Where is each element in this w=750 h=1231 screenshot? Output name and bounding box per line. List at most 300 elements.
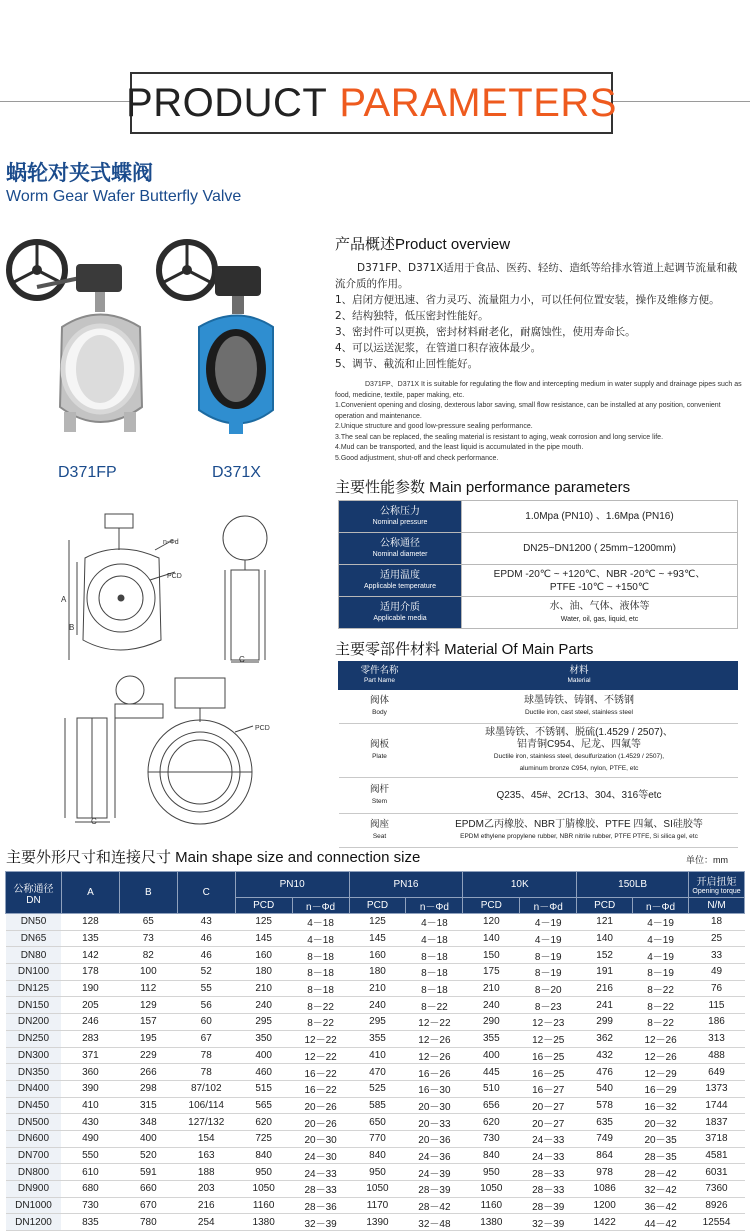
col-part-name: 零件名称 Part Name <box>339 662 421 690</box>
size-cell: 73 <box>119 930 177 947</box>
size-cell: 44－42 <box>633 1214 689 1231</box>
size-cell: 20－27 <box>520 1097 577 1114</box>
size-cell: 1170 <box>349 1197 406 1214</box>
col-group-150lb: 150LB <box>577 872 689 898</box>
size-cell: 565 <box>235 1097 292 1114</box>
table-header-row <box>339 662 738 690</box>
size-cell: 28－42 <box>406 1197 463 1214</box>
size-cell: 12－26 <box>406 1030 463 1047</box>
table-row <box>6 1097 745 1114</box>
col-dn: 公称通径 DN <box>6 872 62 914</box>
parts-heading: 主要零部件材料 Material Of Main Parts <box>335 641 594 658</box>
size-cell: 112 <box>119 980 177 997</box>
valve-photo-d371fp <box>0 232 150 462</box>
size-cell: 410 <box>61 1097 119 1114</box>
size-cell: 400 <box>235 1047 292 1064</box>
size-cell: 1050 <box>463 1181 520 1198</box>
size-cell: 4－19 <box>520 930 577 947</box>
size-cell: 1050 <box>349 1181 406 1198</box>
size-cell: 4－18 <box>292 930 349 947</box>
size-cell: 445 <box>463 1064 520 1081</box>
size-cell: 978 <box>577 1164 633 1181</box>
size-cell: 140 <box>463 930 520 947</box>
size-cell: 266 <box>119 1064 177 1081</box>
size-cell: 16－22 <box>292 1064 349 1081</box>
size-cell: 8－19 <box>520 964 577 981</box>
size-cell: 290 <box>463 1014 520 1031</box>
size-cell: 283 <box>61 1030 119 1047</box>
size-cell: 240 <box>349 997 406 1014</box>
size-cell-dn: DN300 <box>6 1047 62 1064</box>
table-row <box>339 814 738 848</box>
table-row <box>6 1181 745 1198</box>
performance-heading: 主要性能参数 Main performance parameters <box>335 479 631 496</box>
size-cell: 135 <box>61 930 119 947</box>
table-row <box>339 597 738 629</box>
size-cell: 488 <box>689 1047 745 1064</box>
size-cell: 430 <box>61 1114 119 1131</box>
size-cell: 1373 <box>689 1080 745 1097</box>
size-cell: 8－18 <box>406 980 463 997</box>
size-cell: 1380 <box>235 1214 292 1231</box>
overview-cn-intro: D371FP、D371X适用于食品、医药、轻纺、造纸等给排水管道上起调节流量和截流介质的作用。 <box>335 262 738 290</box>
perf-value: DN25~DN1200 ( 25mm~1200mm) <box>462 533 738 565</box>
dim-label-b: B <box>69 623 75 632</box>
size-table-body <box>6 914 745 1231</box>
size-cell: 950 <box>463 1164 520 1181</box>
size-cell-dn: DN700 <box>6 1147 62 1164</box>
size-cell: 660 <box>119 1181 177 1198</box>
dim-label-pcd: PCD <box>167 573 182 580</box>
size-cell: 620 <box>235 1114 292 1131</box>
size-cell: 20－36 <box>406 1130 463 1147</box>
table-row <box>6 1147 745 1164</box>
size-cell: 157 <box>119 1014 177 1031</box>
size-cell: 355 <box>349 1030 406 1047</box>
overview-cn-point: 1、启闭方便迅速、省力灵巧、流量阻力小，可以任何位置安装，操作及维修方便。 <box>335 294 720 306</box>
size-cell: 313 <box>689 1030 745 1047</box>
size-cell: 12－22 <box>292 1030 349 1047</box>
size-cell: 33 <box>689 947 745 964</box>
part-name: 阀体 Body <box>339 690 421 724</box>
col-nd: n－Φd <box>520 898 577 914</box>
size-cell: 490 <box>61 1130 119 1147</box>
size-cell: 12－25 <box>520 1030 577 1047</box>
size-cell: 175 <box>463 964 520 981</box>
size-cell: 390 <box>61 1080 119 1097</box>
table-row <box>6 1214 745 1231</box>
size-cell: 16－32 <box>633 1097 689 1114</box>
size-cell: 67 <box>177 1030 235 1047</box>
size-cell: 730 <box>463 1130 520 1147</box>
size-cell: 216 <box>177 1197 235 1214</box>
table-row <box>339 501 738 533</box>
size-cell-dn: DN400 <box>6 1080 62 1097</box>
size-cell: 154 <box>177 1130 235 1147</box>
table-row <box>6 1080 745 1097</box>
size-cell: 87/102 <box>177 1080 235 1097</box>
size-cell: 4－18 <box>406 930 463 947</box>
size-cell: 142 <box>61 947 119 964</box>
size-cell: 299 <box>577 1014 633 1031</box>
size-cell: 46 <box>177 930 235 947</box>
overview-en-point: 4.Mud can be transported, and the least liquid is accumulated in the pipe mouth. <box>335 444 584 451</box>
size-cell-dn: DN125 <box>6 980 62 997</box>
table-row <box>6 1014 745 1031</box>
model-label-d371fp: D371FP <box>58 464 117 481</box>
size-cell: 78 <box>177 1064 235 1081</box>
table-row <box>6 980 745 997</box>
size-cell: 635 <box>577 1114 633 1131</box>
table-row <box>6 1047 745 1064</box>
dim-label-nd: n-Φd <box>163 539 179 546</box>
size-cell: 180 <box>235 964 292 981</box>
size-cell: 315 <box>119 1097 177 1114</box>
table-row <box>6 964 745 981</box>
size-cell: 8－22 <box>633 1014 689 1031</box>
size-cell-dn: DN350 <box>6 1064 62 1081</box>
size-cell: 8－22 <box>406 997 463 1014</box>
size-cell: 16－25 <box>520 1047 577 1064</box>
overview-cn-point: 4、可以运送泥浆，在管道口积存液体最少。 <box>335 342 542 354</box>
size-cell: 229 <box>119 1047 177 1064</box>
size-cell: 140 <box>577 930 633 947</box>
size-cell: 840 <box>349 1147 406 1164</box>
size-cell: 205 <box>61 997 119 1014</box>
size-cell: 152 <box>577 947 633 964</box>
size-cell-dn: DN100 <box>6 964 62 981</box>
title-word-parameters: PARAMETERS <box>339 80 617 125</box>
size-cell: 20－30 <box>292 1130 349 1147</box>
size-cell: 8－20 <box>520 980 577 997</box>
size-cell: 16－27 <box>520 1080 577 1097</box>
size-cell: 125 <box>349 914 406 931</box>
size-cell-dn: DN250 <box>6 1030 62 1047</box>
unit-label: 单位：mm <box>686 855 728 865</box>
size-cell: 20－27 <box>520 1114 577 1131</box>
size-cell: 410 <box>349 1047 406 1064</box>
size-cell: 591 <box>119 1164 177 1181</box>
size-cell: 1200 <box>577 1197 633 1214</box>
col-nd: n－Φd <box>633 898 689 914</box>
size-cell: 127/132 <box>177 1114 235 1131</box>
product-title-en: Worm Gear Wafer Butterfly Valve <box>6 188 242 205</box>
size-cell: 16－25 <box>520 1064 577 1081</box>
size-cell: 24－36 <box>406 1147 463 1164</box>
size-cell: 24－33 <box>292 1164 349 1181</box>
part-name: 阀杆 Stem <box>339 778 421 814</box>
size-cell: 8－22 <box>633 997 689 1014</box>
size-cell: 210 <box>235 980 292 997</box>
col-pcd: PCD <box>577 898 633 914</box>
size-cell: 725 <box>235 1130 292 1147</box>
model-label-d371x: D371X <box>212 464 261 481</box>
size-cell: 8－19 <box>633 964 689 981</box>
dimension-drawing-top <box>55 510 325 670</box>
page-title <box>126 72 617 134</box>
size-cell: 295 <box>235 1014 292 1031</box>
size-cell: 1390 <box>349 1214 406 1231</box>
size-cell: 4－19 <box>633 930 689 947</box>
size-cell: 16－22 <box>292 1080 349 1097</box>
size-cell: 6031 <box>689 1164 745 1181</box>
size-cell: 43 <box>177 914 235 931</box>
dim-label-c: C <box>239 655 245 664</box>
size-cell: 360 <box>61 1064 119 1081</box>
size-cell: 3718 <box>689 1130 745 1147</box>
size-cell: 129 <box>119 997 177 1014</box>
col-b: B <box>119 872 177 914</box>
parts-table <box>338 661 738 848</box>
col-nd: n－Φd <box>292 898 349 914</box>
size-cell: 4－18 <box>406 914 463 931</box>
dim-label-a: A <box>61 595 67 604</box>
size-cell: 24－33 <box>520 1130 577 1147</box>
dim-label-c2: C <box>91 817 97 826</box>
size-cell: 203 <box>177 1181 235 1198</box>
size-cell: 12－26 <box>633 1047 689 1064</box>
size-cell: 515 <box>235 1080 292 1097</box>
part-material: 球墨铸铁、不锈钢、脱硫(1.4529 / 2507)、 铝青铜C954、尼龙、四氟等 Ductile iron, stainless steel, desulfurization (1.4529 / 2507), aluminum bronze C954, nylon, PTFE, etc <box>421 724 738 778</box>
size-cell: 186 <box>689 1014 745 1031</box>
table-row <box>6 997 745 1014</box>
size-cell-dn: DN500 <box>6 1114 62 1131</box>
size-cell: 160 <box>235 947 292 964</box>
size-cell: 100 <box>119 964 177 981</box>
size-cell-dn: DN150 <box>6 997 62 1014</box>
size-cell-dn: DN200 <box>6 1014 62 1031</box>
size-cell: 950 <box>235 1164 292 1181</box>
size-cell: 525 <box>349 1080 406 1097</box>
size-cell: 12554 <box>689 1214 745 1231</box>
size-cell: 1422 <box>577 1214 633 1231</box>
size-cell: 28－33 <box>520 1181 577 1198</box>
size-cell: 28－42 <box>633 1164 689 1181</box>
size-cell: 1380 <box>463 1214 520 1231</box>
perf-key: 公称通径 Nominal diameter <box>339 533 462 565</box>
size-cell: 348 <box>119 1114 177 1131</box>
overview-en-intro: D371FP、D371X It is suitable for regulating the flow and intercepting medium in water supply and drainage pipes such as food, medicine, textile, paper making, etc. <box>335 381 742 399</box>
size-cell: 840 <box>235 1147 292 1164</box>
size-cell: 520 <box>119 1147 177 1164</box>
size-cell: 680 <box>61 1181 119 1198</box>
size-cell: 432 <box>577 1047 633 1064</box>
size-cell: 670 <box>119 1197 177 1214</box>
size-cell: 20－26 <box>292 1097 349 1114</box>
size-cell: 610 <box>61 1164 119 1181</box>
size-cell: 20－30 <box>406 1097 463 1114</box>
size-cell: 178 <box>61 964 119 981</box>
size-cell: 540 <box>577 1080 633 1097</box>
size-cell: 254 <box>177 1214 235 1231</box>
size-cell: 649 <box>689 1064 745 1081</box>
size-cell: 25 <box>689 930 745 947</box>
size-cell: 749 <box>577 1130 633 1147</box>
overview-cn <box>335 260 745 372</box>
size-cell: 400 <box>463 1047 520 1064</box>
product-title-cn: 蜗轮对夹式蝶阀 <box>6 161 153 185</box>
size-cell: 145 <box>349 930 406 947</box>
size-cell: 121 <box>577 914 633 931</box>
overview-cn-point: 3、密封件可以更换，密封材料耐老化，耐腐蚀性，使用寿命长。 <box>335 326 636 338</box>
size-cell: 400 <box>119 1130 177 1147</box>
size-cell: 24－39 <box>406 1164 463 1181</box>
size-cell: 371 <box>61 1047 119 1064</box>
size-cell: 128 <box>61 914 119 931</box>
title-word-product: PRODUCT <box>126 80 328 125</box>
size-cell: 20－32 <box>633 1114 689 1131</box>
table-row <box>6 1114 745 1131</box>
size-cell: 8－19 <box>520 947 577 964</box>
performance-table <box>338 500 738 629</box>
col-group-10k: 10K <box>463 872 577 898</box>
size-cell: 4－19 <box>520 914 577 931</box>
size-cell: 12－22 <box>292 1047 349 1064</box>
size-cell: 28－35 <box>633 1147 689 1164</box>
table-row <box>6 1164 745 1181</box>
size-cell: 8－22 <box>633 980 689 997</box>
overview-cn-point: 5、调节、截流和止回性能好。 <box>335 358 479 370</box>
overview-cn-point: 2、结构独特，低压密封性能好。 <box>335 310 489 322</box>
size-cell: 20－35 <box>633 1130 689 1147</box>
size-cell: 355 <box>463 1030 520 1047</box>
size-cell: 190 <box>61 980 119 997</box>
size-cell: 4－19 <box>633 947 689 964</box>
size-cell: 216 <box>577 980 633 997</box>
size-cell-dn: DN900 <box>6 1181 62 1198</box>
size-cell: 65 <box>119 914 177 931</box>
size-cell: 8－23 <box>520 997 577 1014</box>
table-row <box>6 1130 745 1147</box>
size-cell: 49 <box>689 964 745 981</box>
size-cell: 28－39 <box>520 1197 577 1214</box>
size-table <box>5 871 745 1231</box>
size-cell: 4－19 <box>633 914 689 931</box>
size-cell: 125 <box>235 914 292 931</box>
part-name: 阀板 Plate <box>339 724 421 778</box>
size-cell-dn: DN1200 <box>6 1214 62 1231</box>
size-cell: 1837 <box>689 1114 745 1131</box>
size-heading: 主要外形尺寸和连接尺寸 Main shape size and connection size <box>6 849 421 866</box>
part-material: 球墨铸铁、铸钢、不锈钢 Ductile iron, cast steel, stainless steel <box>421 690 738 724</box>
size-cell: 4－18 <box>292 914 349 931</box>
size-cell: 4581 <box>689 1147 745 1164</box>
size-cell: 28－33 <box>520 1164 577 1181</box>
size-cell: 8－18 <box>292 964 349 981</box>
table-row <box>6 1064 745 1081</box>
size-cell: 835 <box>61 1214 119 1231</box>
col-group-pn10: PN10 <box>235 872 349 898</box>
size-cell-dn: DN65 <box>6 930 62 947</box>
size-cell: 188 <box>177 1164 235 1181</box>
col-pcd: PCD <box>235 898 292 914</box>
size-cell: 8－22 <box>292 997 349 1014</box>
size-cell: 32－39 <box>520 1214 577 1231</box>
size-cell: 8－18 <box>292 947 349 964</box>
overview-en-point: 3.The seal can be replaced, the sealing material is resistant to aging, weak corrosion and long service life. <box>335 433 664 441</box>
size-cell: 160 <box>349 947 406 964</box>
size-cell: 476 <box>577 1064 633 1081</box>
size-cell: 12－26 <box>633 1030 689 1047</box>
perf-key: 公称压力 Nominal pressure <box>339 501 462 533</box>
size-cell: 32－48 <box>406 1214 463 1231</box>
table-row <box>6 914 745 931</box>
size-cell: 60 <box>177 1014 235 1031</box>
size-cell: 350 <box>235 1030 292 1047</box>
size-cell: 32－42 <box>633 1181 689 1198</box>
size-cell: 730 <box>61 1197 119 1214</box>
size-cell: 28－33 <box>292 1181 349 1198</box>
size-cell: 8－18 <box>292 980 349 997</box>
size-cell: 1160 <box>235 1197 292 1214</box>
size-cell: 55 <box>177 980 235 997</box>
size-cell-dn: DN1000 <box>6 1197 62 1214</box>
size-cell: 298 <box>119 1080 177 1097</box>
size-cell: 46 <box>177 947 235 964</box>
size-cell-dn: DN600 <box>6 1130 62 1147</box>
overview-heading: 产品概述Product overview <box>335 236 511 253</box>
size-cell: 120 <box>463 914 520 931</box>
size-cell-dn: DN50 <box>6 914 62 931</box>
col-a: A <box>61 872 119 914</box>
size-cell: 578 <box>577 1097 633 1114</box>
size-cell: 16－30 <box>406 1080 463 1097</box>
size-cell: 12－29 <box>633 1064 689 1081</box>
table-row <box>339 565 738 597</box>
size-cell: 950 <box>349 1164 406 1181</box>
dimension-drawing-bottom <box>55 672 325 832</box>
perf-key: 适用温度 Applicable temperature <box>339 565 462 597</box>
size-cell: 1160 <box>463 1197 520 1214</box>
size-cell: 76 <box>689 980 745 997</box>
size-cell: 8－18 <box>406 947 463 964</box>
size-cell: 780 <box>119 1214 177 1231</box>
size-cell: 210 <box>463 980 520 997</box>
size-cell: 24－30 <box>292 1147 349 1164</box>
size-cell: 12－22 <box>406 1014 463 1031</box>
size-cell: 650 <box>349 1114 406 1131</box>
size-cell: 8－18 <box>406 964 463 981</box>
table-row <box>6 1030 745 1047</box>
table-row <box>6 1197 745 1214</box>
size-cell: 295 <box>349 1014 406 1031</box>
table-row <box>339 533 738 565</box>
overview-en-point: 5.Good adjustment, shut-off and check performance. <box>335 454 499 462</box>
size-cell: 20－33 <box>406 1114 463 1131</box>
perf-value: EPDM -20℃ ~ +120℃、NBR -20℃ ~ +93℃、 PTFE -10℃ ~ +150℃ <box>462 565 738 597</box>
size-cell: 550 <box>61 1147 119 1164</box>
size-cell: 82 <box>119 947 177 964</box>
size-cell: 840 <box>463 1147 520 1164</box>
size-cell: 12－26 <box>406 1047 463 1064</box>
size-cell: 8926 <box>689 1197 745 1214</box>
size-cell: 191 <box>577 964 633 981</box>
col-nd: n－Φd <box>406 898 463 914</box>
size-cell: 1050 <box>235 1181 292 1198</box>
size-cell-dn: DN450 <box>6 1097 62 1114</box>
perf-value: 水、油、气体、液体等 Water, oil, gas, liquid, etc <box>462 597 738 629</box>
col-c: C <box>177 872 235 914</box>
size-cell: 24－33 <box>520 1147 577 1164</box>
size-cell: 241 <box>577 997 633 1014</box>
size-cell: 20－26 <box>292 1114 349 1131</box>
size-cell: 1744 <box>689 1097 745 1114</box>
size-cell: 460 <box>235 1064 292 1081</box>
table-header-row <box>6 872 745 898</box>
size-cell-dn: DN80 <box>6 947 62 964</box>
table-row <box>6 930 745 947</box>
col-material: 材料 Material <box>421 662 738 690</box>
